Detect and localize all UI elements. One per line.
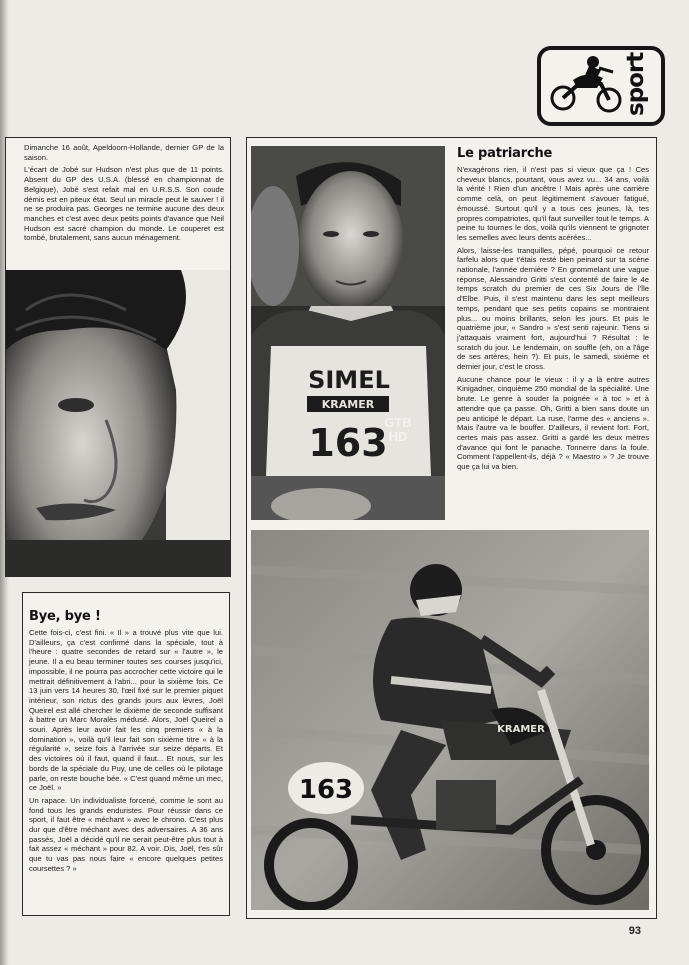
vest-number-text: 163: [308, 421, 388, 465]
page-number: 93: [628, 925, 641, 937]
watermark: [368, 416, 428, 472]
vest-sponsor-text: SIMEL: [308, 366, 390, 394]
paragraph: Un rapace. Un individualiste forcené, comme le sont au fond tous les grands enduristes. Pour réussir dans ce sport, il faut être « méchant » avec le chrono. C'est plus dur que d'être méchant avec des adversaires. A 36 ans passés, Joël a décidé qu'il ne serait peut-être plus tout à fait assez « méchant » pour 82. A voir. Dis, Joël, t'es sûr que tu vas pas nous faire « encore quelques petites coursettes ? »: [29, 795, 223, 873]
article-patriarche-box: [246, 137, 657, 919]
watermark-line: GTB: [384, 415, 412, 430]
bib-number-text: 163: [298, 775, 354, 805]
paragraph: L'écart de Jobé sur Hudson n'est plus que de 11 points. Absent du GP des U.S.A. (blessé en championnat de Belgique), Jobé s'est refait mal en U.R.S.S. Son coude démis est en piteux état. Seul un miracle peut le sauver ! il ne se produira pas. Georges ne termine aucune des deux manches et c'est avec deux petits points d'avance que Neil Hudson est sacré champion du monde. Le couperet est tombé, brutalement, sans aucun ménagement.: [24, 165, 224, 243]
paragraph: Dimanche 16 août, Apeldoorn-Hollande, dernier GP de la saison.: [24, 143, 224, 162]
article-patriarche-content: [457, 146, 649, 472]
motocross-rider-icon: [543, 52, 633, 116]
sport-section-badge: [537, 46, 665, 126]
paragraph: Alors, laisse-les tranquilles, pépé, pourquoi ce retour farfelu alors que t'étais resté bien peinard sur ta scène nationale, l'année dernière ? En grommelant une vague réponse, Alessandro Gritti s'est contenté de faire le 4e temps scratch du premier de ces Six Jours de l'île d'Elbe. Puis, il s'est maintenu dans les sept meilleurs temps, pendant que ses petits copains se montraient plus... ou moins brillants, selon les jours. Et puis le quatrième jour, « Sandro » s'est senti rajeunir. Tiens si j'attaquais vraiment fort, aujourd'hui ? Résultat : le scratch du jour. Le lendemain, on souffle (eh, on a l'âge de ses artères, hein ?). Et puis, le samedi, sixième et dernier jour, c'est le cross.: [457, 245, 649, 372]
photo-rider-jump: [251, 530, 649, 910]
article-title: Le patriarche: [457, 146, 553, 161]
article-title: Bye, bye !: [29, 609, 101, 624]
paragraph: Aucune chance pour le vieux : il y a là entre autres Kinigadner, cinquième 250 mondial de la spécialité. Une brute. Le genre à souder la poignée « à toc » et à attendre que ça passe. Oh, Gritti a bien sans doute un peu anticipé le départ. La ruse, l'arme des « anciens ». Mais l'autre va le bouffer. D'ailleurs, il revient fort. Fort, certes mais pas assez. Gritti a gardé les deux mètres d'avance qui font le panache. Tonnerre dans la foule. Comment l'appellent-ils, déjà ? « Maestro » ? Je trouve que ça lui va bien.: [457, 374, 649, 472]
article-bye-bye-content: [29, 609, 223, 874]
section-word: sport: [623, 52, 649, 116]
watermark-line: HD: [388, 429, 408, 444]
vest-brand-text: KRAMER: [321, 398, 375, 411]
photo-jobe-closeup: [6, 270, 230, 576]
article-jobe-text: [24, 143, 224, 243]
article-bye-bye-box: [22, 592, 230, 916]
article-jobe-box: [5, 137, 231, 577]
tank-brand-text: KRAMER: [497, 724, 545, 735]
paragraph: N'exagérons rien, il n'est pas si vieux que ça ! Ces cheveux blancs, pourtant, vous avez vu... 34 ans, voilà la vérité ! Rien d'un ancêtre ! Mais après une carrière comme celà, on peut légitimement s'avouer fatigué, émoussé. Surtout qu'il y a tous ces jeunes, là, tes propres compatriotes, qu'il faut surveiller tout le temps. A peine tu tournes le dos, voilà qu'ils viennent te grignoter les semelles avec leurs dents acérées...: [457, 165, 649, 242]
paragraph: Cette fois-ci, c'est fini. « Il » a trouvé plus vite que lui. D'ailleurs, ça c'est confirmé dans la spéciale, tout à l'heure : quatre secondes de retard sur « l'autre », le jeune. Il a eu beau terminer toutes ses courses jusqu'ici, impossible, il ne pourra pas accrocher cette victoire qui le mettrait définitivement à l'abri... pour la sixième fois. Ce 13 juin vers 14 heures 30, l'œil fixé sur le premier piquet intérieur, son rictus des grands jours aux lèvres, Joël Queirel est allé chercher le dixième de seconde suffisant à battre un Marc Moralès médusé. Alors, Joël Queirel a souri. Après leur avoir fait les cinq premiers « à la domination », voilà qu'il leur fait son sixième titre « à la régularité », seize fois à l'arrivée sur seize départs. Et des victoires où il faut, quand il faut... Et nous, sur les bords de la spéciale du Puy, une de celles où le pilotage parle, on reste bouche bée. « C'est quand même un mec, ce Joël. »: [29, 628, 223, 793]
